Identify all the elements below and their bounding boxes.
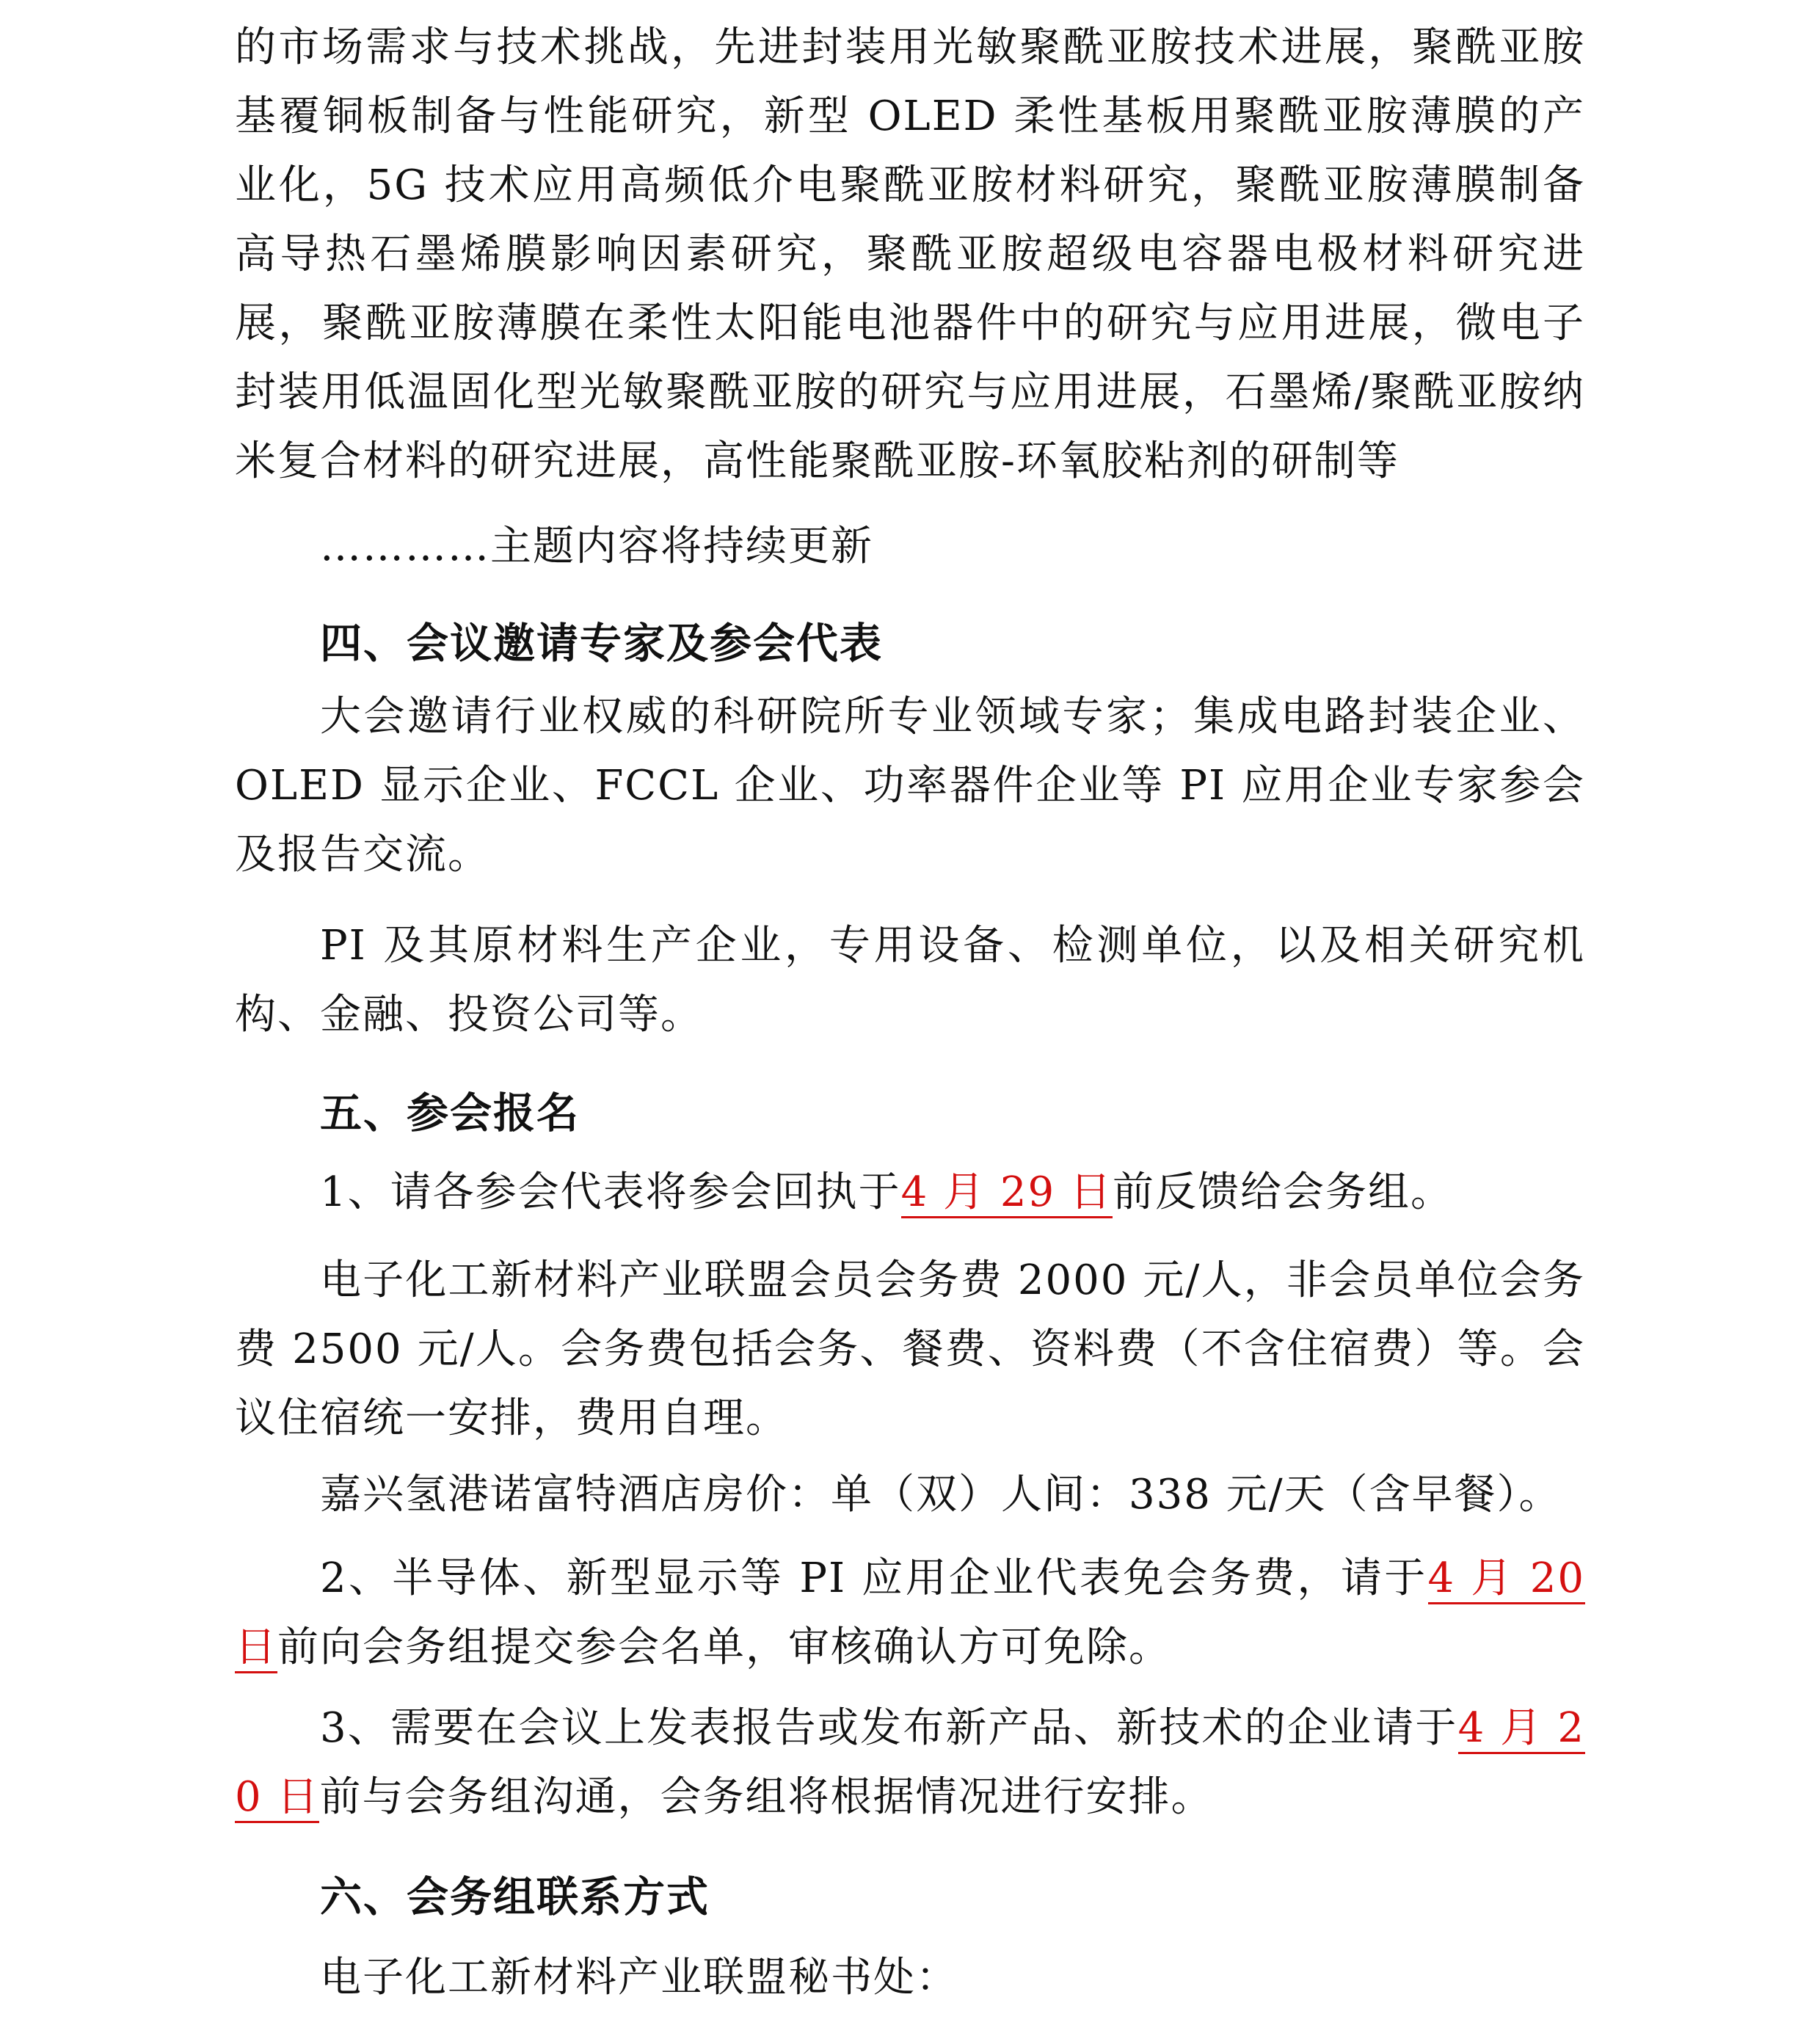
section-4-experts-paragraph: 大会邀请行业权威的科研院所专业领域专家；集成电路封装企业、OLED 显示企业、FCCL 企业、功率器件企业等 PI 应用企业专家参会及报告交流。 [235, 693, 1585, 879]
fee-waiver-deadline-date: 4 月 20 日 [235, 1554, 1585, 1673]
registration-deadline-date: 4 月 29 日 [901, 1168, 1113, 1218]
section-6-heading: 六、会务组联系方式 [320, 1873, 710, 1921]
registration-item-2-prefix: 2、半导体、新型显示等 PI 应用企业代表免会务费，请于 [320, 1554, 1428, 1602]
topics-paragraph: 的市场需求与技术挑战，先进封装用光敏聚酰亚胺技术进展，聚酰亚胺基覆铜板制备与性能研究，新型 OLED 柔性基板用聚酰亚胺薄膜的产业化，5G 技术应用高频低介电聚酰亚胺材料研究，聚酰亚胺薄膜制备高导热石墨烯膜影响因素研究，聚酰亚胺超级电容器电极材料研究进展，聚酰亚胺薄膜在柔性太阳能电池器件中的研究与应用进展，微电子封装用低温固化型光敏聚酰亚胺的研究与应用进展，石墨烯/聚酰亚胺纳米复合材料的研究进展，高性能聚酰亚胺-环氧胶粘剂的研制等 [235, 23, 1585, 485]
fee-paragraph: 电子化工新材料产业联盟会员会务费 2000 元/人，非会员单位会务费 2500 元/人。会务费包括会务、餐费、资料费（不含住宿费）等。会议住宿统一安排，费用自理。 [235, 1257, 1585, 1442]
registration-item-2 [235, 1544, 1585, 1682]
registration-item-3 [235, 1694, 1585, 1832]
registration-item-1-prefix: 1、请各参会代表将参会回执于 [320, 1168, 901, 1216]
report-deadline-date: 4 月 20 日 [235, 1704, 1585, 1823]
topics-more-note: …………主题内容将持续更新 [320, 523, 873, 570]
hotel-price-paragraph: 嘉兴氢港诺富特酒店房价：单（双）人间：338 元/天（含早餐）。 [320, 1471, 1562, 1519]
registration-item-3-prefix: 3、需要在会议上发表报告或发布新产品、新技术的企业请于 [320, 1704, 1458, 1752]
registration-item-3-suffix: 前与会务组沟通，会务组将根据情况进行安排。 [319, 1773, 1214, 1821]
registration-item-2-suffix: 前向会务组提交参会名单，审核确认方可免除。 [277, 1623, 1171, 1671]
section-5-heading: 五、参会报名 [320, 1089, 580, 1138]
document-page [235, 0, 1585, 2022]
section-4-heading: 四、会议邀请专家及参会代表 [320, 619, 883, 668]
section-4-attendees-paragraph: PI 及其原材料生产企业，专用设备、检测单位，以及相关研究机构、金融、投资公司等。 [235, 922, 1585, 1039]
registration-item-1-suffix: 前反馈给会务组。 [1112, 1168, 1453, 1216]
registration-item-1 [235, 1158, 1585, 1227]
secretariat-line: 电子化工新材料产业联盟秘书处： [320, 1954, 958, 2001]
